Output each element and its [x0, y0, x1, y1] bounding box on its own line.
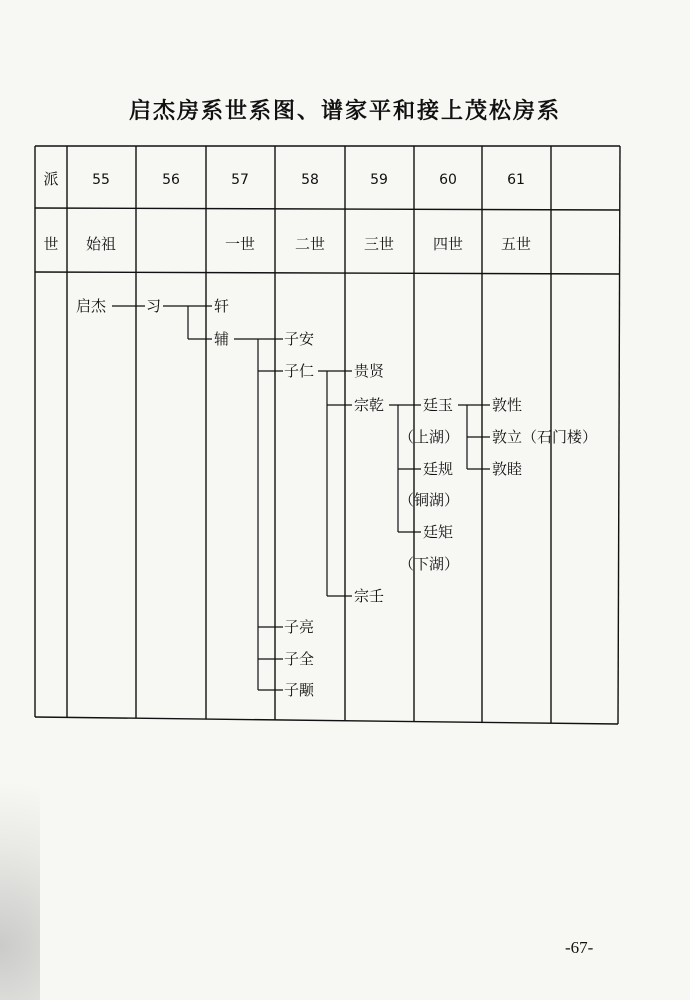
pai-label: 派: [43, 170, 59, 188]
person-ziquan: 子全: [284, 650, 315, 668]
pai-number: 60: [439, 172, 457, 188]
generation-label: 一世: [224, 235, 256, 253]
pai-number: 59: [370, 172, 388, 188]
person-guixian: 贵贤: [354, 362, 385, 380]
generation-label: 五世: [500, 235, 532, 253]
place-note-xiahu: （下湖）: [399, 555, 460, 573]
generation-label: 四世: [432, 235, 464, 253]
person-zian: 子安: [284, 330, 315, 348]
pai-number: 61: [507, 172, 525, 188]
person-fu: 辅: [214, 330, 230, 348]
pai-number: 56: [162, 172, 180, 188]
person-ziren: 子仁: [284, 362, 315, 380]
person-ziliang: 子亮: [284, 618, 315, 636]
person-qijie: 启杰: [76, 297, 107, 315]
person-dunli: 敦立（石门楼）: [492, 428, 598, 446]
pai-number: 58: [301, 172, 319, 188]
person-xuan: 轩: [214, 297, 230, 315]
place-note-tonghu: （铜湖）: [399, 491, 460, 509]
page-title: 启杰房系世系图、谱家平和接上茂松房系: [128, 98, 561, 124]
pai-number: 55: [92, 172, 110, 188]
generation-label: 始祖: [85, 235, 117, 253]
generation-label: 二世: [294, 235, 326, 253]
generation-label: 三世: [363, 235, 395, 253]
place-note-shanghu: （上湖）: [399, 428, 460, 446]
shi-label: 世: [43, 235, 59, 253]
person-xi: 习: [146, 297, 162, 315]
pai-number: 57: [231, 172, 249, 188]
page-number: -67-: [565, 938, 594, 957]
person-tingyu: 廷玉: [423, 396, 454, 414]
person-zongren: 宗壬: [354, 587, 385, 605]
person-tingju: 廷矩: [423, 523, 454, 541]
person-zidian: 子颙: [284, 681, 315, 699]
person-dunxing: 敦性: [492, 396, 523, 414]
person-dunmu: 敦睦: [492, 460, 523, 478]
person-tinggui: 廷规: [423, 460, 454, 478]
person-zongqian: 宗乾: [354, 396, 385, 414]
